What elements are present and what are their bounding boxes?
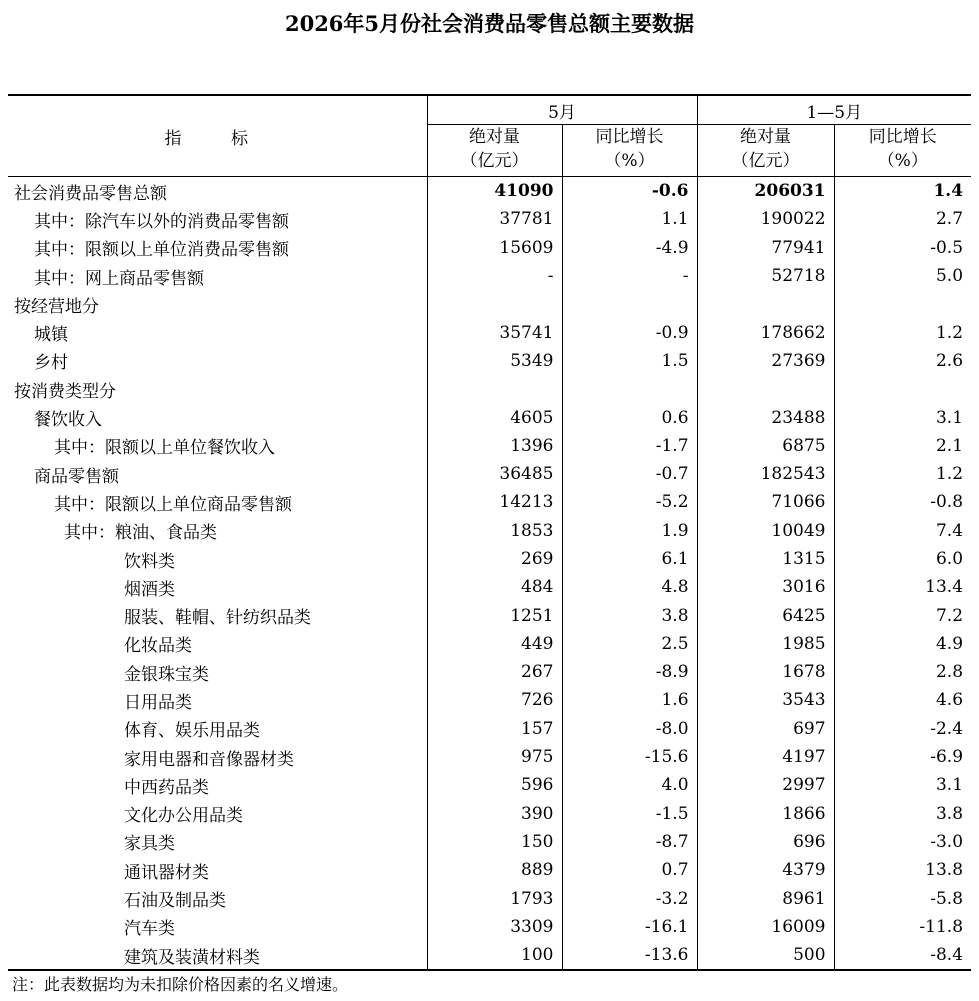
cumulative-absolute-cell: 1315 <box>697 545 834 573</box>
may-absolute-cell: 36485 <box>427 460 562 488</box>
may-yoy-cell: 1.5 <box>562 347 697 375</box>
may-yoy-cell: 2.5 <box>562 630 697 658</box>
cumulative-yoy-cell <box>834 290 971 318</box>
table-row <box>8 403 971 431</box>
cumulative-absolute-cell: 16009 <box>697 913 834 941</box>
may-absolute-cell: 390 <box>427 800 562 828</box>
table-body <box>8 177 971 971</box>
cumulative-absolute-cell: 77941 <box>697 234 834 262</box>
cumulative-yoy-cell <box>834 375 971 403</box>
may-absolute-cell: 484 <box>427 573 562 601</box>
may-absolute-cell: 1251 <box>427 601 562 629</box>
table-row <box>8 290 971 318</box>
page-title: 2026年5月份社会消费品零售总额主要数据 <box>284 11 695 36</box>
cumulative-absolute-cell: 1678 <box>697 658 834 686</box>
may-absolute-cell: 1793 <box>427 884 562 912</box>
may-yoy-cell: 6.1 <box>562 545 697 573</box>
may-absolute-cell: 267 <box>427 658 562 686</box>
row-label: 乡村 <box>8 347 427 375</box>
retail-sales-table <box>8 94 971 971</box>
may-absolute-cell: 889 <box>427 856 562 884</box>
period-jan-may-header: 1—5月 <box>697 95 971 125</box>
may-yoy-cell: 0.6 <box>562 403 697 431</box>
may-yoy-cell <box>562 290 697 318</box>
table-row <box>8 545 971 573</box>
row-label: 其中：网上商品零售额 <box>8 262 427 290</box>
cumulative-absolute-cell: 8961 <box>697 884 834 912</box>
row-label: 通讯器材类 <box>8 856 427 884</box>
cumulative-yoy-cell: 13.4 <box>925 577 964 598</box>
table-header <box>8 95 971 177</box>
cumulative-absolute-cell: 4197 <box>697 743 834 771</box>
cumulative-absolute-header: 绝对量 （亿元） <box>697 125 834 177</box>
row-label: 烟酒类 <box>8 573 427 601</box>
table-row <box>8 856 971 884</box>
may-absolute-cell: 975 <box>427 743 562 771</box>
cumulative-yoy-cell: 4.9 <box>935 633 964 654</box>
row-label: 其中：限额以上单位商品零售额 <box>8 488 427 516</box>
indicator-header: 指 标 <box>8 95 427 177</box>
row-label: 中西药品类 <box>8 771 427 799</box>
may-absolute-cell: 100 <box>427 941 562 970</box>
may-absolute-cell: 35741 <box>427 318 562 346</box>
cumulative-yoy-cell: 7.2 <box>935 605 964 626</box>
row-label: 金银珠宝类 <box>8 658 427 686</box>
cumulative-yoy-cell: 7.4 <box>935 520 964 541</box>
may-yoy-cell: -3.2 <box>562 884 697 912</box>
cumulative-yoy-cell: -0.8 <box>930 492 964 513</box>
cumulative-absolute-cell: 3016 <box>697 573 834 601</box>
cumulative-absolute-cell: 182543 <box>697 460 834 488</box>
cumulative-absolute-cell: 697 <box>697 715 834 743</box>
may-yoy-cell: 4.8 <box>562 573 697 601</box>
table-row <box>8 460 971 488</box>
table-row <box>8 630 971 658</box>
cumulative-absolute-cell: 52718 <box>697 262 834 290</box>
may-absolute-cell: 269 <box>427 545 562 573</box>
row-label: 建筑及装潢材料类 <box>8 941 427 970</box>
may-absolute-header: 绝对量 （亿元） <box>427 125 562 177</box>
period-may-header: 5月 <box>427 95 697 125</box>
may-yoy-cell: 4.0 <box>562 771 697 799</box>
cumulative-yoy-cell: 3.1 <box>935 775 964 796</box>
table-row <box>8 828 971 856</box>
table-row <box>8 715 971 743</box>
may-absolute-cell: 596 <box>427 771 562 799</box>
cumulative-yoy-header: 同比增长 （%） <box>834 125 971 177</box>
cumulative-absolute-cell <box>697 375 834 403</box>
may-absolute-cell: 3309 <box>427 913 562 941</box>
table-row <box>8 686 971 714</box>
may-absolute-cell: 150 <box>427 828 562 856</box>
table-row <box>8 347 971 375</box>
cumulative-yoy-cell: 3.8 <box>935 803 964 824</box>
cumulative-absolute-cell: 178662 <box>697 318 834 346</box>
row-label: 其中：除汽车以外的消费品零售额 <box>8 205 427 233</box>
row-label: 按消费类型分 <box>8 375 427 403</box>
row-label: 化妆品类 <box>8 630 427 658</box>
may-absolute-cell: 37781 <box>427 205 562 233</box>
table-row <box>8 177 971 206</box>
table-row <box>8 601 971 629</box>
may-absolute-cell: 726 <box>427 686 562 714</box>
table-row <box>8 205 971 233</box>
row-label: 其中：限额以上单位餐饮收入 <box>8 432 427 460</box>
row-label: 饮料类 <box>8 545 427 573</box>
table-row <box>8 573 971 601</box>
row-label: 汽车类 <box>8 913 427 941</box>
table-row <box>8 941 971 970</box>
cumulative-yoy-cell: 1.4 <box>933 181 964 202</box>
row-label: 社会消费品零售总额 <box>8 177 427 206</box>
cumulative-yoy-cell: 5.0 <box>935 266 964 287</box>
cumulative-absolute-cell: 500 <box>697 941 834 970</box>
table-row <box>8 432 971 460</box>
table-row <box>8 488 971 516</box>
may-yoy-cell: -8.9 <box>562 658 697 686</box>
cumulative-absolute-cell: 71066 <box>697 488 834 516</box>
may-absolute-cell <box>427 290 562 318</box>
cumulative-absolute-cell: 2997 <box>697 771 834 799</box>
table-row <box>8 800 971 828</box>
cumulative-yoy-cell: 2.6 <box>935 350 964 371</box>
may-absolute-cell: 449 <box>427 630 562 658</box>
cumulative-yoy-cell: -2.4 <box>930 718 964 739</box>
cumulative-absolute-cell: 10049 <box>697 517 834 545</box>
cumulative-absolute-cell: 23488 <box>697 403 834 431</box>
may-absolute-cell: 5349 <box>427 347 562 375</box>
may-yoy-cell: 1.1 <box>562 205 697 233</box>
cumulative-yoy-cell: 2.8 <box>935 662 964 683</box>
may-absolute-cell: 1853 <box>427 517 562 545</box>
may-absolute-cell: 4605 <box>427 403 562 431</box>
cumulative-absolute-cell: 1985 <box>697 630 834 658</box>
cumulative-absolute-cell: 4379 <box>697 856 834 884</box>
cumulative-yoy-cell: 6.0 <box>935 549 964 569</box>
may-absolute-cell: 1396 <box>427 432 562 460</box>
may-yoy-cell: 3.8 <box>562 601 697 629</box>
may-absolute-cell: 14213 <box>427 488 562 516</box>
row-label: 石油及制品类 <box>8 884 427 912</box>
may-yoy-cell: -8.0 <box>562 715 697 743</box>
cumulative-yoy-cell: -3.0 <box>930 831 964 852</box>
cumulative-yoy-cell: 1.2 <box>935 464 964 485</box>
may-yoy-cell: -0.6 <box>562 177 697 206</box>
cumulative-absolute-cell: 1866 <box>697 800 834 828</box>
cumulative-absolute-cell: 206031 <box>697 177 834 206</box>
table-row <box>8 771 971 799</box>
may-yoy-cell: -15.6 <box>562 743 697 771</box>
row-label: 体育、娱乐用品类 <box>8 715 427 743</box>
cumulative-yoy-cell: -8.4 <box>930 945 964 966</box>
may-yoy-header: 同比增长 （%） <box>562 125 697 177</box>
cumulative-yoy-cell: -5.8 <box>930 888 964 909</box>
cumulative-yoy-cell: 1.2 <box>935 322 964 343</box>
may-absolute-cell: - <box>427 262 562 290</box>
table-row <box>8 262 971 290</box>
may-yoy-cell: -0.9 <box>562 318 697 346</box>
table-row <box>8 318 971 346</box>
cumulative-yoy-cell: 2.7 <box>935 209 964 230</box>
may-absolute-cell <box>427 375 562 403</box>
may-yoy-cell: -0.7 <box>562 460 697 488</box>
may-absolute-cell: 157 <box>427 715 562 743</box>
cumulative-absolute-cell: 190022 <box>697 205 834 233</box>
cumulative-yoy-cell: 3.1 <box>935 407 964 428</box>
table-row <box>8 234 971 262</box>
cumulative-yoy-cell: -0.5 <box>930 237 964 258</box>
cumulative-yoy-cell: 2.1 <box>935 435 964 456</box>
row-label: 城镇 <box>8 318 427 346</box>
may-yoy-cell: - <box>562 262 697 290</box>
cumulative-yoy-cell: -6.9 <box>930 747 964 768</box>
table-row <box>8 913 971 941</box>
may-yoy-cell: 0.7 <box>562 856 697 884</box>
cumulative-absolute-cell: 696 <box>697 828 834 856</box>
cumulative-yoy-cell: 4.6 <box>935 690 964 711</box>
row-label: 其中：粮油、食品类 <box>8 517 427 545</box>
cumulative-absolute-cell: 3543 <box>697 686 834 714</box>
row-label: 文化办公用品类 <box>8 800 427 828</box>
row-label: 其中：限额以上单位消费品零售额 <box>8 234 427 262</box>
may-yoy-cell: -16.1 <box>562 913 697 941</box>
table-row <box>8 884 971 912</box>
may-yoy-cell: -8.7 <box>562 828 697 856</box>
cumulative-absolute-cell: 27369 <box>697 347 834 375</box>
may-yoy-cell <box>562 375 697 403</box>
row-label: 商品零售额 <box>8 460 427 488</box>
cumulative-absolute-cell: 6425 <box>697 601 834 629</box>
may-absolute-cell: 15609 <box>427 234 562 262</box>
may-yoy-cell: 1.9 <box>562 517 697 545</box>
table-row <box>8 517 971 545</box>
footnote: 注：此表数据均为未扣除价格因素的名义增速。 <box>12 975 349 994</box>
table-row <box>8 743 971 771</box>
row-label: 服装、鞋帽、针纺织品类 <box>8 601 427 629</box>
may-yoy-cell: -5.2 <box>562 488 697 516</box>
may-yoy-cell: -1.7 <box>562 432 697 460</box>
row-label: 家用电器和音像器材类 <box>8 743 427 771</box>
may-yoy-cell: -1.5 <box>562 800 697 828</box>
table-row <box>8 658 971 686</box>
table-row <box>8 375 971 403</box>
row-label: 家具类 <box>8 828 427 856</box>
row-label: 按经营地分 <box>8 290 427 318</box>
may-yoy-cell: -4.9 <box>562 234 697 262</box>
cumulative-absolute-cell <box>697 290 834 318</box>
may-absolute-cell: 41090 <box>427 177 562 206</box>
row-label: 餐饮收入 <box>8 403 427 431</box>
row-label: 日用品类 <box>8 686 427 714</box>
may-yoy-cell: 1.6 <box>562 686 697 714</box>
cumulative-yoy-cell: 13.8 <box>925 860 964 881</box>
may-yoy-cell: -13.6 <box>562 941 697 970</box>
cumulative-absolute-cell: 6875 <box>697 432 834 460</box>
cumulative-yoy-cell: -11.8 <box>919 916 964 937</box>
